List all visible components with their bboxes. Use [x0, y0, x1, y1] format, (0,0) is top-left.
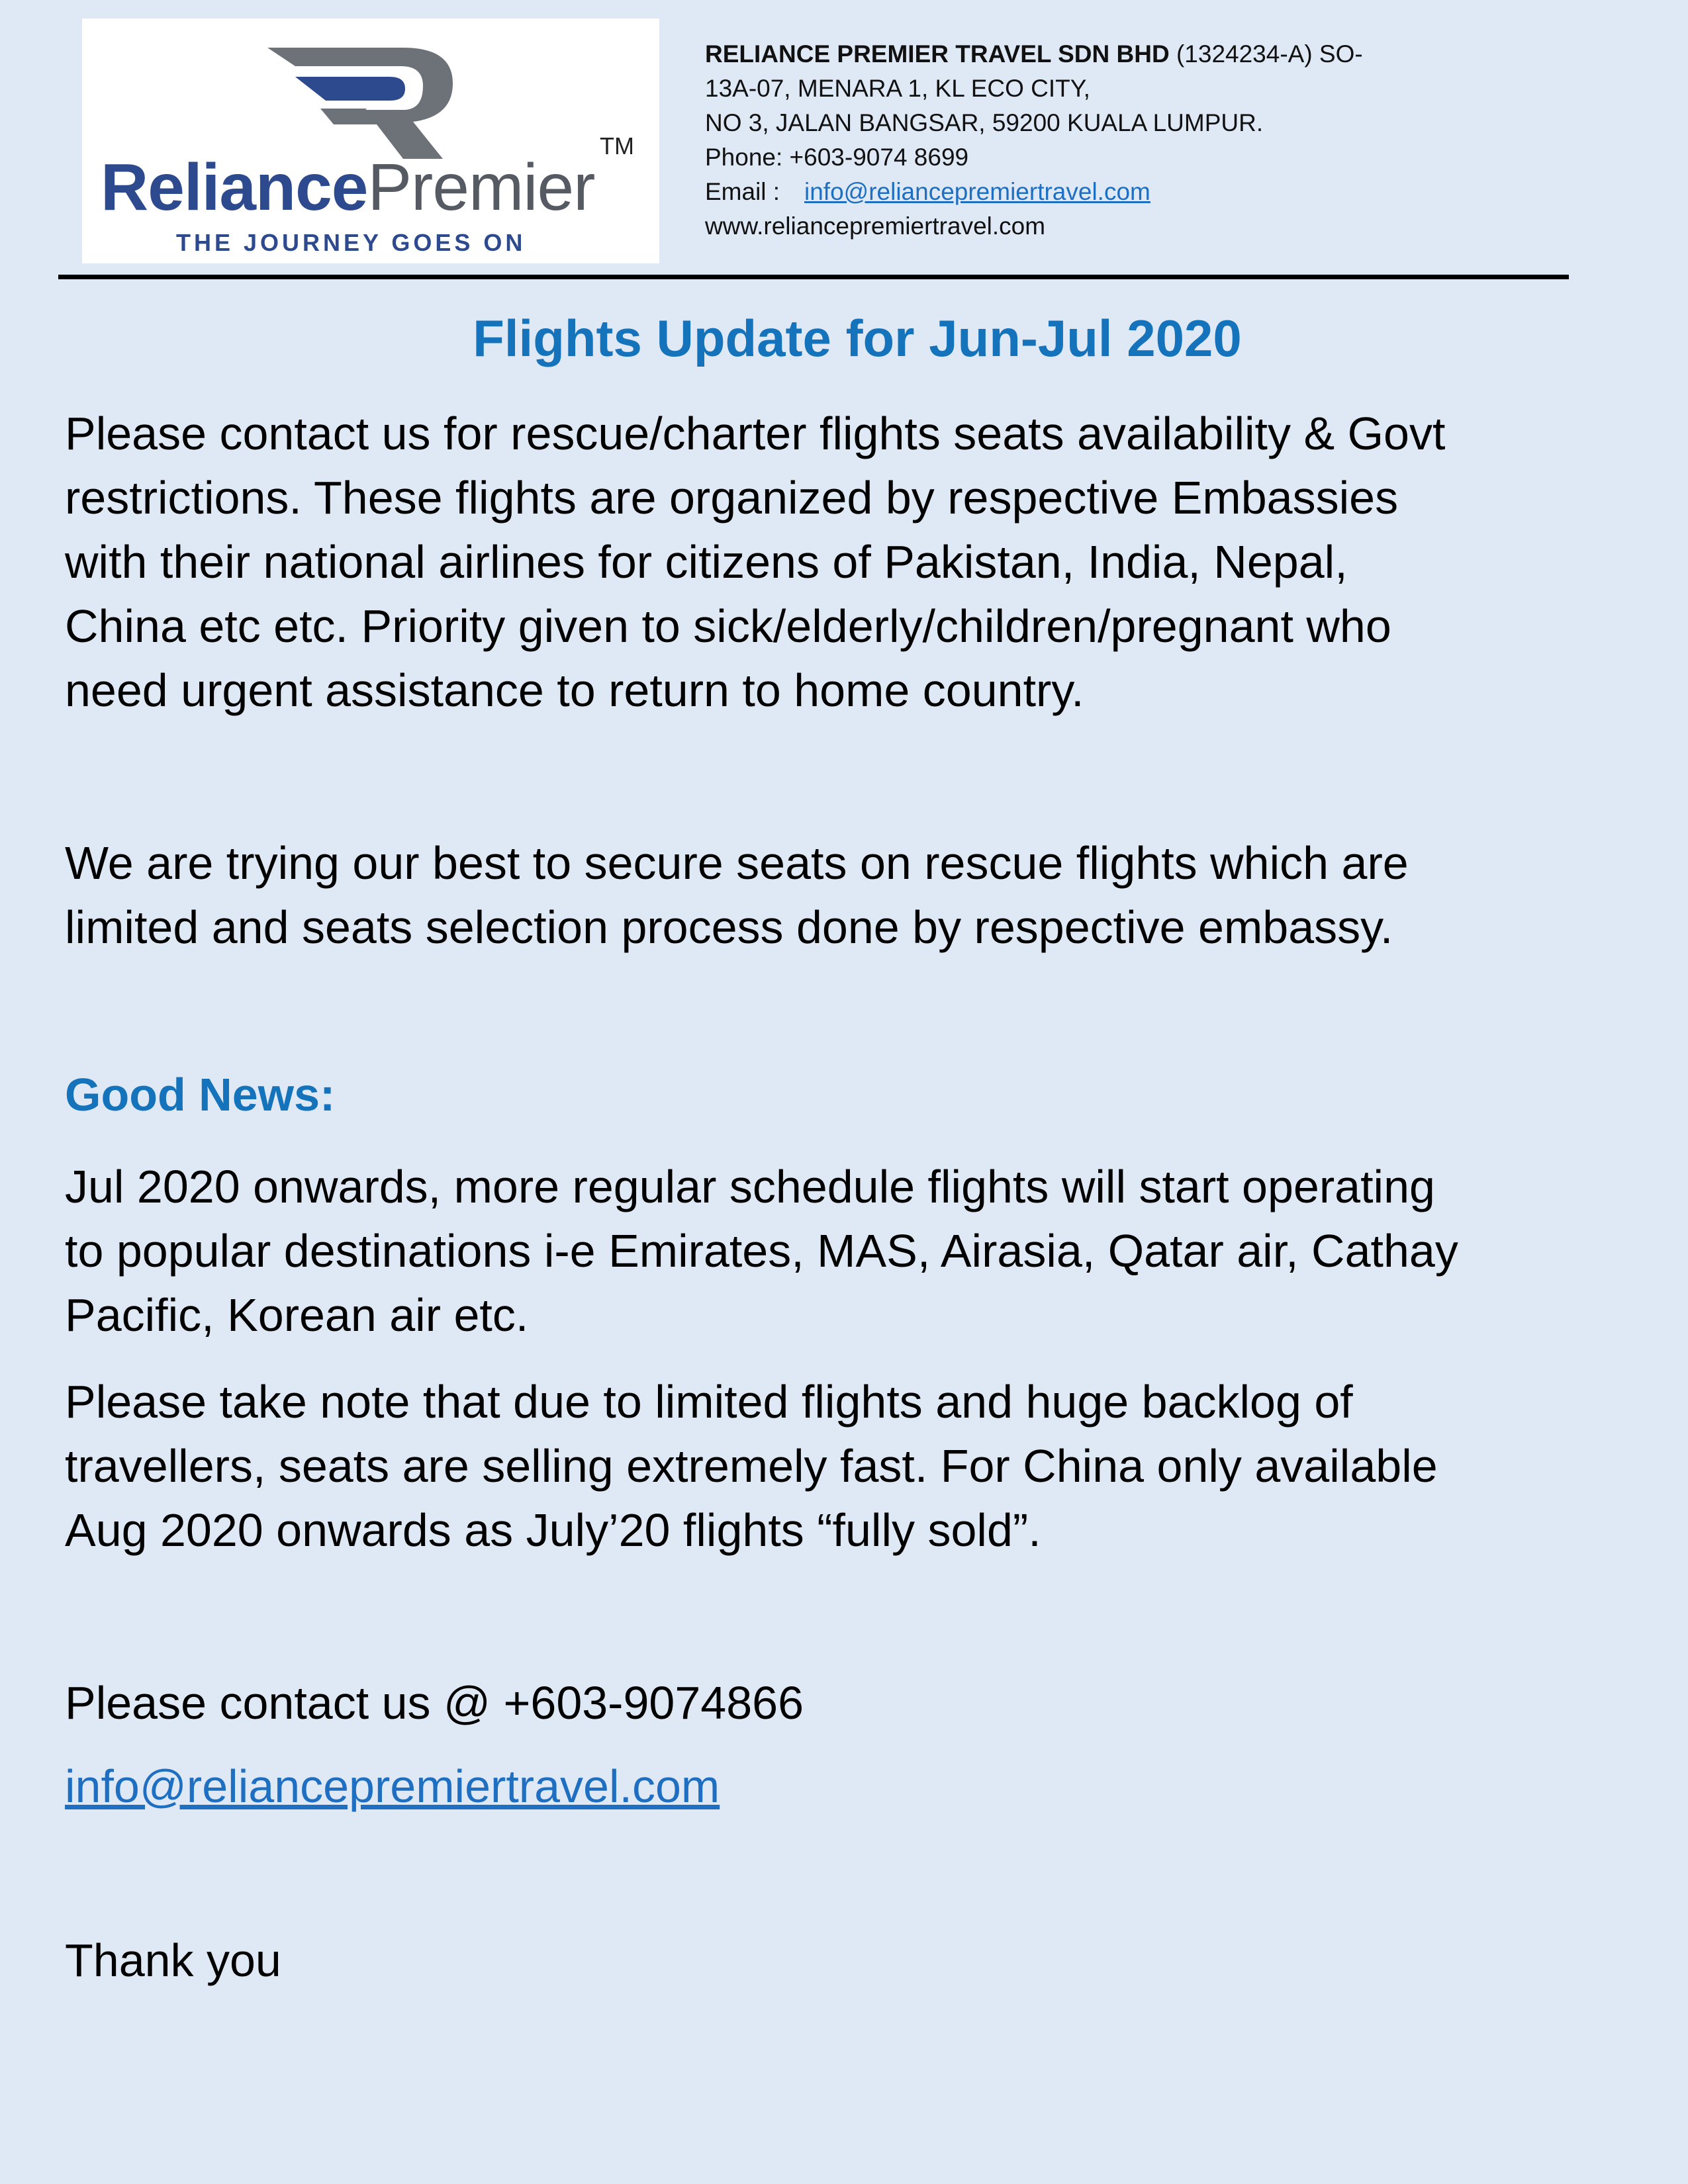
text-line: limited and seats selection process done by respective embassy. — [65, 901, 1393, 953]
contact-email-link[interactable]: info@reliancepremiertravel.com — [65, 1760, 720, 1812]
text-line: Please take note that due to limited flights and huge backlog of — [65, 1376, 1353, 1428]
company-email-link[interactable]: info@reliancepremiertravel.com — [804, 178, 1150, 205]
company-address-line3: NO 3, JALAN BANGSAR, 59200 KUALA LUMPUR. — [705, 109, 1264, 136]
text-line: with their national airlines for citizens of Pakistan, India, Nepal, — [65, 536, 1348, 588]
paragraph-seats-selling — [65, 1370, 1587, 1563]
text-line: Jul 2020 onwards, more regular schedule flights will start operating — [65, 1161, 1435, 1212]
closing-text: Thank you — [65, 1934, 281, 1986]
company-registration: (1324234-A) SO- — [1169, 40, 1363, 68]
text-line: Please contact us for rescue/charter flights seats availability & Govt — [65, 408, 1446, 459]
text-line: travellers, seats are selling extremely fast. For China only available — [65, 1440, 1438, 1492]
text-line: China etc etc. Priority given to sick/elderly/children/pregnant who — [65, 600, 1391, 652]
paragraph-regular-flights — [65, 1155, 1587, 1347]
logo-trademark: TM — [600, 132, 634, 159]
contact-phone-line — [65, 1671, 1587, 1735]
text-line: restrictions. These flights are organized by respective Embassies — [65, 472, 1399, 523]
text-line: need urgent assistance to return to home country. — [65, 664, 1084, 716]
page-title: Flights Update for Jun-Jul 2020 — [473, 309, 1242, 367]
logo-r-mark-icon — [254, 42, 473, 161]
company-details — [705, 37, 1566, 244]
company-address-line1 — [705, 37, 1566, 71]
company-email-label: Email : — [705, 178, 780, 205]
paragraph-rescue-flights — [65, 402, 1587, 723]
company-logo — [82, 19, 659, 263]
good-news-heading: Good News: — [65, 1069, 336, 1120]
logo-wordmark — [101, 150, 594, 226]
text-line: Pacific, Korean air etc. — [65, 1289, 529, 1341]
logo-tagline: THE JOURNEY GOES ON — [176, 229, 526, 256]
header-divider — [58, 275, 1569, 279]
closing — [65, 1929, 1587, 1993]
contact-phone-text: Please contact us @ +603-9074866 — [65, 1677, 804, 1729]
text-line: to popular destinations i-e Emirates, MAS, Airasia, Qatar air, Cathay — [65, 1225, 1458, 1277]
company-website: www.reliancepremiertravel.com — [705, 212, 1046, 240]
company-email-row — [705, 175, 1566, 209]
logo-brand-premier: Premier — [367, 150, 595, 224]
company-name: RELIANCE PREMIER TRAVEL SDN BHD — [705, 40, 1170, 68]
text-line: We are trying our best to secure seats on rescue flights which are — [65, 837, 1409, 889]
text-line: Aug 2020 onwards as July’20 flights “fully sold”. — [65, 1504, 1041, 1556]
paragraph-securing-seats — [65, 831, 1587, 960]
company-address-line2: 13A-07, MENARA 1, KL ECO CITY, — [705, 75, 1090, 102]
logo-brand-reliance: Reliance — [101, 150, 368, 224]
company-phone: Phone: +603-9074 8699 — [705, 144, 969, 171]
contact-email — [65, 1754, 720, 1819]
